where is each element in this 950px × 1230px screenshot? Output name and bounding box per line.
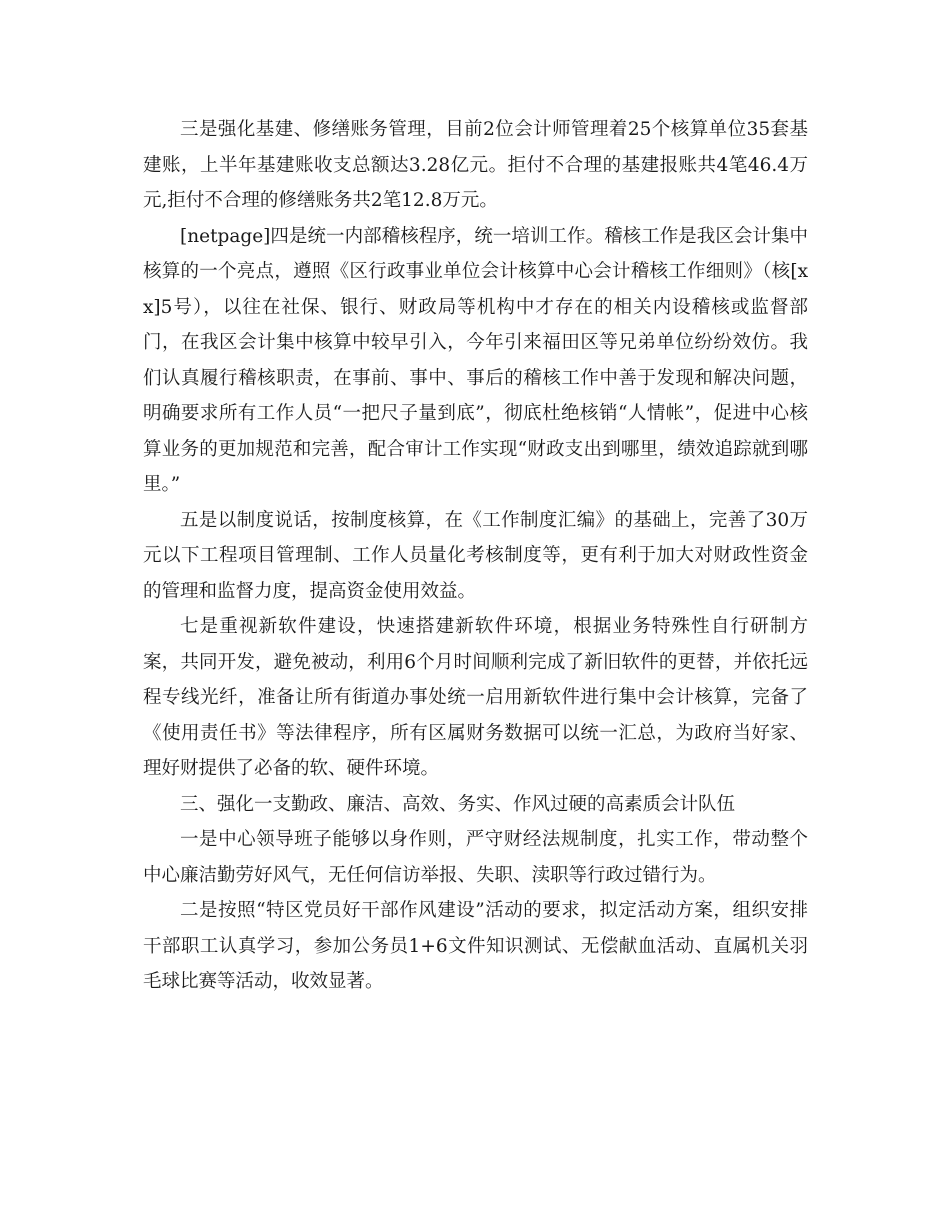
section-heading-accounting-team: 三、强化一支勤政、廉洁、高效、务实、作风过硬的高素质会计队伍 (180, 793, 736, 815)
paragraph-internal-audit: [netpage]四是统一内部稽核程序，统一培训工作。稽核工作是我区会计集中核算的一个亮点，遵照《区行政事业单位会计核算中心会计稽核工作细则》（核[xx]5号），以往在社保、银行、财政局等机构中才存在的相关内设稽核或监督部门，在我区会计集中核算中较早引入，今年引来福田区等兄弟单位纷纷效仿。我们认真履行稽核职责，在事前、事中、事后的稽核工作中善于发现和解决问题，明确要求所有工作人员“一把尺子量到底”，彻底杜绝核销“人情帐”，促进中心核算业务的更加规范和完善，配合审计工作实现“财政支出到哪里，绩效追踪就到哪里。” (143, 225, 808, 495)
paragraph-infrastructure-accounts: 三是强化基建、修缮账务管理，目前2位会计师管理着25个核算单位35套基建账，上半年基建账收支总额达3.28亿元。拒付不合理的基建报账共4笔46.4万元,拒付不合理的修缮账务共2笔12.8万元。 (143, 119, 808, 211)
paragraph-institutional-rules: 五是以制度说话，按制度核算，在《工作制度汇编》的基础上，完善了30万元以下工程项目管理制、工作人员量化考核制度等，更有利于加大对财政性资金的管理和监督力度，提高资金使用效益。 (143, 509, 808, 602)
document-body (143, 112, 808, 1000)
paragraph-party-activities: 二是按照“特区党员好干部作风建设”活动的要求，拟定活动方案，组织安排干部职工认真学习，参加公务员1+6文件知识测试、无偿献血活动、直属机关羽毛球比赛等活动，收效显著。 (143, 900, 808, 992)
paragraph-new-software: 七是重视新软件建设，快速搭建新软件环境，根据业务特殊性自行研制方案，共同开发，避免被动，利用6个月时间顺利完成了新旧软件的更替，并依托远程专线光纤，准备让所有街道办事处统一启用新软件进行集中会计核算，完备了《使用责任书》等法律程序，所有区属财务数据可以统一汇总，为政府当好家、理好财提供了必备的软、硬件环境。 (143, 616, 808, 779)
paragraph-leadership: 一是中心领导班子能够以身作则，严守财经法规制度，扎实工作，带动整个中心廉洁勤劳好风气，无任何信访举报、失职、渎职等行政过错行为。 (143, 829, 808, 886)
